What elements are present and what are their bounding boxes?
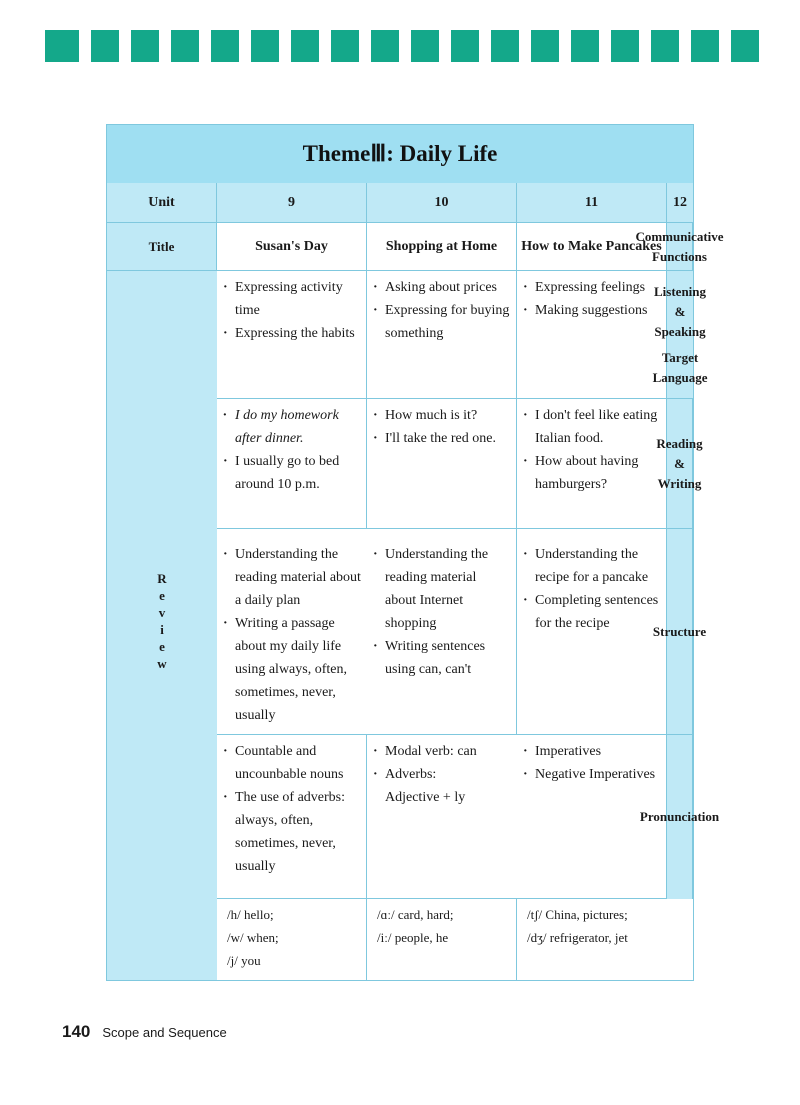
communicative-unit-11: · Expressing feelings · Making suggestions (517, 271, 667, 399)
structure-unit-11: · Imperatives · Negative Imperatives (517, 735, 667, 899)
page-footer (62, 1022, 227, 1042)
pronunciation-unit-11: /tʃ/ China, pictures; /dʒ/ refrigerator, jet (527, 907, 628, 945)
theme-title: ThemeⅢ: Daily Life (107, 125, 693, 183)
scope-table (106, 124, 724, 981)
row-label-structure: Structure (667, 529, 693, 735)
structure-unit-10: · Modal verb: can · Adverbs: Adjective + ly (367, 735, 517, 899)
header-unit-11: 11 (517, 183, 667, 223)
pronunciation-unit-10: /ɑː/ card, hard; /iː/ people, he (367, 899, 517, 980)
decorative-stripe (45, 30, 765, 62)
reading-unit-9: · Understanding the reading material about a daily plan · Writing a passage about my daily life using always, often, sometimes, never, usually (217, 529, 367, 735)
listening-unit-10: · How much is it? · I'll take the red one. (367, 399, 517, 529)
row-label-pronunciation: Pronunciation (667, 735, 693, 899)
communicative-unit-9: · Expressing activity time · Expressing the habits (217, 271, 367, 399)
reading-unit-11: · Understanding the recipe for a pancake · Completing sentences for the recipe (517, 529, 667, 735)
header-unit-12: 12 (667, 183, 693, 223)
footer-title: Scope and Sequence (102, 1025, 227, 1040)
row-label-reading: Reading & Writing (667, 399, 693, 529)
reading-unit-10: · Understanding the reading material about Internet shopping · Writing sentences using can, can't (367, 529, 517, 735)
row-label-title: Title (107, 223, 217, 271)
listening-unit-11: · I don't feel like eating Italian food. · How about having hamburgers? (517, 399, 667, 529)
title-unit-10: Shopping at Home (367, 223, 517, 271)
page-number: 140 (62, 1022, 91, 1041)
header-unit-10: 10 (367, 183, 517, 223)
listening-unit-9: · I do my homework after dinner. · I usually go to bed around 10 p.m. (217, 399, 367, 529)
title-unit-11: How to Make Pancakes (517, 223, 667, 271)
header-unit-9: 9 (217, 183, 367, 223)
structure-unit-9: · Countable and uncounbable nouns · The use of adverbs: always, often, sometimes, never, usually (217, 735, 367, 899)
title-unit-9: Susan's Day (217, 223, 367, 271)
row-label-listening: Listening & Speaking Target Language (667, 271, 693, 399)
header-unit: Unit (107, 183, 217, 223)
pronunciation-unit-9: /h/ hello; /w/ when; /j/ you (217, 899, 367, 980)
row-label-communicative: Communicative Functions (667, 223, 693, 271)
communicative-unit-10: · Asking about prices · Expressing for buying something (367, 271, 517, 399)
review-column: Review (107, 271, 217, 980)
